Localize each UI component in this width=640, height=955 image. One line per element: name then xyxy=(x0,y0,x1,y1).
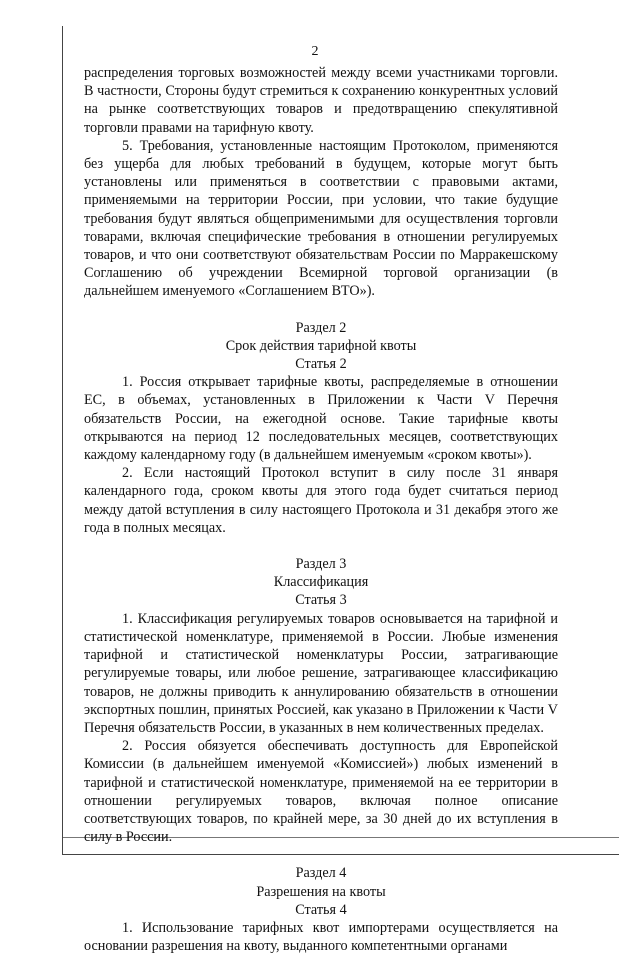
page-number: 2 xyxy=(311,44,319,59)
article-heading: Статья 4 xyxy=(295,901,347,918)
section-title: Разрешения на квоты xyxy=(256,883,386,900)
paragraph: 2. Если настоящий Протокол вступит в силу после 31 января календарного года, сроком квоты для этого года будет считаться период между датой вступления в силу настоящего Протокола и 31 декабря этого же года в полных месяцах. xyxy=(84,465,558,536)
paragraph: 1. Использование тарифных квот импортерами осуществляется на основании разрешения на квоту, выданного компетентными органами xyxy=(84,919,558,955)
paragraph: 2. Россия обязуется обеспечивать доступность для Европейской Комиссии (в дальнейшем именуемой «Комиссией») любых изменений в тарифной и статистической номенклатуре, применяемой на ее территории в отношении регулируемых товаров, включая полное описание соответствующих товаров, по крайней мере, за 30 дней до их вступления в силу в России. xyxy=(84,738,558,846)
article-heading: Статья 2 xyxy=(295,356,347,373)
paragraph-5: 5. Требования, установленные настоящим Протоколом, применяются без ущерба для любых требований в будущем, которые могут быть установлены или применяться в соответствии с правовыми актами, применяемыми на территории России, при условии, что такие будущие требования будут являться общеприменимыми для осуществления торговли товарами, включая специфические требования в отношении регулируемых товаров, и что они соответствуют обязательствам России по Марракешскому Соглашению об учреждении Всемирной торговой организации (в дальнейшем именуемого «Соглашением ВТО»). xyxy=(84,137,558,300)
document-body xyxy=(84,45,558,955)
paragraph-continuation: распределения торговых возможностей между всеми участниками торговли. В частности, Стороны будут стремиться к сохранению конкурентных условий на рынке соответствующих товаров и предотвращению спекулятивной торговли правами на тарифную квоту. xyxy=(84,65,558,136)
section-2 xyxy=(84,319,558,537)
section-heading: Раздел 2 xyxy=(295,319,347,336)
section-title: Срок действия тарифной квоты xyxy=(225,337,417,354)
section-heading: Раздел 4 xyxy=(295,865,347,882)
article-heading: Статья 3 xyxy=(295,592,347,609)
section-4 xyxy=(84,864,558,955)
section-3 xyxy=(84,555,558,846)
paragraph: 1. Классификация регулируемых товаров основывается на тарифной и статистической номенклатуре, применяемой в России. Любые изменения тарифной и статистической номенклатуры России, затрагивающие регулируемые товары, или любое решение, затрагивающее классификацию товаров, не должны приводить к аннулированию обязательств в отношении экспортных пошлин, принятых Россией, как указано в Приложении к Части V Перечня обязательств России, в указанных в нем количественных пределах. xyxy=(84,610,558,736)
section-title: Классификация xyxy=(273,574,369,591)
section-heading: Раздел 3 xyxy=(295,556,347,573)
paragraph: 1. Россия открывает тарифные квоты, распределяемые в отношении ЕС, в объемах, установленных в Приложении к Части V Перечня обязательств России, на ежегодной основе. Такие тарифные квоты открываются на период 12 последовательных месяцев, соответствующих каждому календарному году (в дальнейшем именуемым «сроком квоты»). xyxy=(84,374,558,464)
